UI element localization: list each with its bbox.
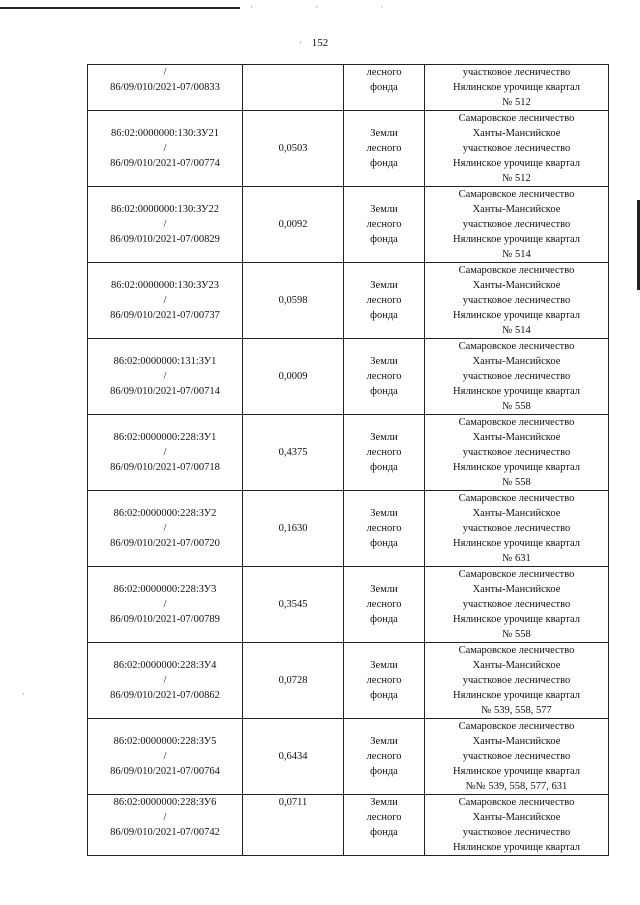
cadastral-number-cell-line: 86/09/010/2021-07/00742 xyxy=(110,827,220,838)
land-category-cell-line: Земли xyxy=(370,280,398,291)
cadastral-number-cell-line: 86/09/010/2021-07/00718 xyxy=(110,462,220,473)
land-category-cell-line: Земли xyxy=(370,128,398,139)
location-cell xyxy=(425,65,609,111)
location-cell-line: Нялинское урочище квартал xyxy=(453,386,580,397)
scan-mark: ' xyxy=(300,40,302,49)
location-cell-line: Ханты-Мансийское xyxy=(472,128,561,139)
land-category-cell-line: лесного xyxy=(366,812,402,823)
land-category-cell xyxy=(344,795,425,856)
area-cell: 0,6434 xyxy=(243,719,344,795)
cadastral-number-cell-line: 86/09/010/2021-07/00737 xyxy=(110,310,220,321)
land-plots-table xyxy=(87,64,609,856)
cadastral-number-cell-line: 86:02:0000000:228:ЗУ1 xyxy=(113,432,217,443)
land-category-cell xyxy=(344,263,425,339)
location-cell-line: участковое лесничество xyxy=(462,295,571,306)
location-cell-line: Самаровское лесничество xyxy=(458,645,575,656)
table-row xyxy=(88,263,609,339)
scan-mark: · xyxy=(22,690,25,699)
location-cell xyxy=(425,491,609,567)
location-cell xyxy=(425,339,609,415)
location-cell-line: № 539, 558, 577 xyxy=(481,705,552,716)
location-cell-line: Ханты-Мансийское xyxy=(472,204,561,215)
location-cell-line: Ханты-Мансийское xyxy=(472,280,561,291)
cadastral-number-cell xyxy=(88,263,243,339)
location-cell-line: №№ 539, 558, 577, 631 xyxy=(465,781,568,792)
location-cell-line: участковое лесничество xyxy=(462,523,571,534)
land-category-cell-line: Земли xyxy=(370,797,398,808)
cadastral-number-cell-line: / xyxy=(163,143,167,154)
area-cell: 0,4375 xyxy=(243,415,344,491)
location-cell-line: Самаровское лесничество xyxy=(458,493,575,504)
cadastral-number-cell xyxy=(88,187,243,263)
page-number: 152 xyxy=(311,37,329,49)
location-cell xyxy=(425,415,609,491)
land-category-cell-line: лесного xyxy=(366,675,402,686)
location-cell-line: Ханты-Мансийское xyxy=(472,432,561,443)
area-cell: 0,0711 xyxy=(243,795,344,856)
location-cell xyxy=(425,795,609,856)
cadastral-number-cell-line: 86:02:0000000:130:ЗУ21 xyxy=(110,128,220,139)
table-row xyxy=(88,719,609,795)
location-cell-line: Самаровское лесничество xyxy=(458,189,575,200)
location-cell-line: Нялинское урочище квартал xyxy=(453,234,580,245)
location-cell-line: участковое лесничество xyxy=(462,827,571,838)
table-row xyxy=(88,415,609,491)
land-category-cell-line: фонда xyxy=(370,614,398,625)
cadastral-number-cell-line: 86/09/010/2021-07/00764 xyxy=(110,766,220,777)
location-cell-line: № 514 xyxy=(502,249,531,260)
location-cell-line: участковое лесничество xyxy=(462,67,571,78)
cadastral-number-cell-line: / xyxy=(163,67,167,78)
location-cell-line: № 558 xyxy=(502,401,531,412)
cadastral-number-cell-line: 86/09/010/2021-07/00714 xyxy=(110,386,220,397)
area-cell: 0,0503 xyxy=(243,111,344,187)
location-cell xyxy=(425,263,609,339)
location-cell-line: Ханты-Мансийское xyxy=(472,736,561,747)
cadastral-number-cell xyxy=(88,795,243,856)
cadastral-number-cell-line: 86:02:0000000:228:ЗУ4 xyxy=(113,660,217,671)
location-cell-line: № 514 xyxy=(502,325,531,336)
location-cell-line: участковое лесничество xyxy=(462,219,571,230)
land-category-cell-line: Земли xyxy=(370,660,398,671)
land-category-cell-line: фонда xyxy=(370,158,398,169)
land-category-cell-line: фонда xyxy=(370,310,398,321)
area-cell: 0,0092 xyxy=(243,187,344,263)
table-row xyxy=(88,65,609,111)
location-cell-line: участковое лесничество xyxy=(462,675,571,686)
location-cell-line: Ханты-Мансийское xyxy=(472,812,561,823)
area-cell: 0,0598 xyxy=(243,263,344,339)
location-cell-line: Ханты-Мансийское xyxy=(472,660,561,671)
location-cell-line: Нялинское урочище квартал xyxy=(453,842,580,853)
land-category-cell xyxy=(344,187,425,263)
land-category-cell-line: лесного xyxy=(366,371,402,382)
cadastral-number-cell-line: 86/09/010/2021-07/00789 xyxy=(110,614,220,625)
cadastral-number-cell-line: / xyxy=(163,219,167,230)
land-category-cell-line: фонда xyxy=(370,827,398,838)
land-category-cell-line: Земли xyxy=(370,584,398,595)
table-row xyxy=(88,491,609,567)
land-category-cell-line: фонда xyxy=(370,386,398,397)
cadastral-number-cell-line: 86:02:0000000:131:ЗУ1 xyxy=(113,356,217,367)
cadastral-number-cell-line: 86:02:0000000:228:ЗУ5 xyxy=(113,736,217,747)
area-cell: 0,3545 xyxy=(243,567,344,643)
land-category-cell-line: лесного xyxy=(366,447,402,458)
cadastral-number-cell xyxy=(88,65,243,111)
location-cell xyxy=(425,567,609,643)
area-cell: 0,1630 xyxy=(243,491,344,567)
cadastral-number-cell-line: 86:02:0000000:228:ЗУ2 xyxy=(113,508,217,519)
location-cell-line: № 558 xyxy=(502,477,531,488)
table-row xyxy=(88,111,609,187)
cadastral-number-cell-line: / xyxy=(163,675,167,686)
cadastral-number-cell xyxy=(88,339,243,415)
cadastral-number-cell-line: / xyxy=(163,812,167,823)
location-cell-line: Самаровское лесничество xyxy=(458,569,575,580)
land-category-cell xyxy=(344,339,425,415)
table-row xyxy=(88,795,609,856)
location-cell-line: Самаровское лесничество xyxy=(458,721,575,732)
cadastral-number-cell-line: / xyxy=(163,295,167,306)
cadastral-number-cell xyxy=(88,111,243,187)
land-category-cell-line: фонда xyxy=(370,462,398,473)
cadastral-number-cell-line: 86:02:0000000:228:ЗУ3 xyxy=(113,584,217,595)
location-cell-line: Нялинское урочище квартал xyxy=(453,310,580,321)
land-category-cell-line: лесного xyxy=(366,219,402,230)
land-category-cell xyxy=(344,65,425,111)
land-category-cell-line: Земли xyxy=(370,432,398,443)
land-category-cell-line: лесного xyxy=(366,295,402,306)
location-cell-line: участковое лесничество xyxy=(462,599,571,610)
location-cell-line: Нялинское урочище квартал xyxy=(453,158,580,169)
table-row xyxy=(88,187,609,263)
cadastral-number-cell xyxy=(88,643,243,719)
cadastral-number-cell xyxy=(88,491,243,567)
location-cell-line: № 558 xyxy=(502,629,531,640)
location-cell-line: Самаровское лесничество xyxy=(458,417,575,428)
land-category-cell-line: фонда xyxy=(370,538,398,549)
cadastral-number-cell-line: 86:02:0000000:228:ЗУ6 xyxy=(113,797,217,808)
location-cell-line: участковое лесничество xyxy=(462,751,571,762)
land-category-cell xyxy=(344,567,425,643)
location-cell xyxy=(425,111,609,187)
location-cell-line: Самаровское лесничество xyxy=(458,113,575,124)
cadastral-number-cell-line: 86/09/010/2021-07/00829 xyxy=(110,234,220,245)
location-cell xyxy=(425,719,609,795)
area-cell xyxy=(243,65,344,111)
location-cell-line: Ханты-Мансийское xyxy=(472,356,561,367)
location-cell-line: Нялинское урочище квартал xyxy=(453,82,580,93)
scan-artifacts: · · · xyxy=(250,2,414,12)
land-category-cell-line: лесного xyxy=(366,599,402,610)
area-cell: 0,0009 xyxy=(243,339,344,415)
land-category-cell xyxy=(344,719,425,795)
cadastral-number-cell-line: 86/09/010/2021-07/00833 xyxy=(110,82,220,93)
table-row xyxy=(88,643,609,719)
location-cell-line: Самаровское лесничество xyxy=(458,341,575,352)
location-cell-line: Нялинское урочище квартал xyxy=(453,462,580,473)
cadastral-number-cell xyxy=(88,415,243,491)
table-row xyxy=(88,339,609,415)
location-cell-line: Самаровское лесничество xyxy=(458,265,575,276)
land-category-cell-line: Земли xyxy=(370,356,398,367)
land-category-cell-line: лесного xyxy=(366,143,402,154)
cadastral-number-cell-line: / xyxy=(163,371,167,382)
land-category-cell-line: фонда xyxy=(370,82,398,93)
cadastral-number-cell-line: 86/09/010/2021-07/00774 xyxy=(110,158,220,169)
land-category-cell-line: фонда xyxy=(370,690,398,701)
cadastral-number-cell-line: / xyxy=(163,599,167,610)
table-row xyxy=(88,567,609,643)
land-category-cell xyxy=(344,415,425,491)
land-category-cell-line: фонда xyxy=(370,234,398,245)
cadastral-number-cell-line: 86/09/010/2021-07/00862 xyxy=(110,690,220,701)
location-cell-line: Нялинское урочище квартал xyxy=(453,766,580,777)
land-category-cell xyxy=(344,491,425,567)
location-cell-line: Нялинское урочище квартал xyxy=(453,690,580,701)
land-category-cell-line: Земли xyxy=(370,508,398,519)
cadastral-number-cell-line: / xyxy=(163,523,167,534)
land-category-cell-line: Земли xyxy=(370,204,398,215)
location-cell-line: № 512 xyxy=(502,97,531,108)
location-cell xyxy=(425,187,609,263)
cadastral-number-cell-line: 86:02:0000000:130:ЗУ23 xyxy=(110,280,220,291)
location-cell-line: участковое лесничество xyxy=(462,447,571,458)
location-cell-line: Самаровское лесничество xyxy=(458,797,575,808)
cadastral-number-cell xyxy=(88,567,243,643)
land-category-cell-line: лесного xyxy=(366,751,402,762)
cadastral-number-cell xyxy=(88,719,243,795)
location-cell-line: № 631 xyxy=(502,553,531,564)
land-category-cell-line: лесного xyxy=(366,67,402,78)
table-body xyxy=(88,65,609,856)
location-cell xyxy=(425,643,609,719)
location-cell-line: Ханты-Мансийское xyxy=(472,508,561,519)
cadastral-number-cell-line: / xyxy=(163,751,167,762)
land-category-cell xyxy=(344,111,425,187)
cadastral-number-cell-line: / xyxy=(163,447,167,458)
location-cell-line: Ханты-Мансийское xyxy=(472,584,561,595)
scan-edge-line xyxy=(0,7,240,9)
land-category-cell-line: фонда xyxy=(370,766,398,777)
land-category-cell-line: лесного xyxy=(366,523,402,534)
location-cell-line: Нялинское урочище квартал xyxy=(453,538,580,549)
cadastral-number-cell-line: 86:02:0000000:130:ЗУ22 xyxy=(110,204,220,215)
location-cell-line: Нялинское урочище квартал xyxy=(453,614,580,625)
land-category-cell-line: Земли xyxy=(370,736,398,747)
area-cell: 0,0728 xyxy=(243,643,344,719)
land-category-cell xyxy=(344,643,425,719)
location-cell-line: участковое лесничество xyxy=(462,371,571,382)
location-cell-line: участковое лесничество xyxy=(462,143,571,154)
location-cell-line: № 512 xyxy=(502,173,531,184)
cadastral-number-cell-line: 86/09/010/2021-07/00720 xyxy=(110,538,220,549)
